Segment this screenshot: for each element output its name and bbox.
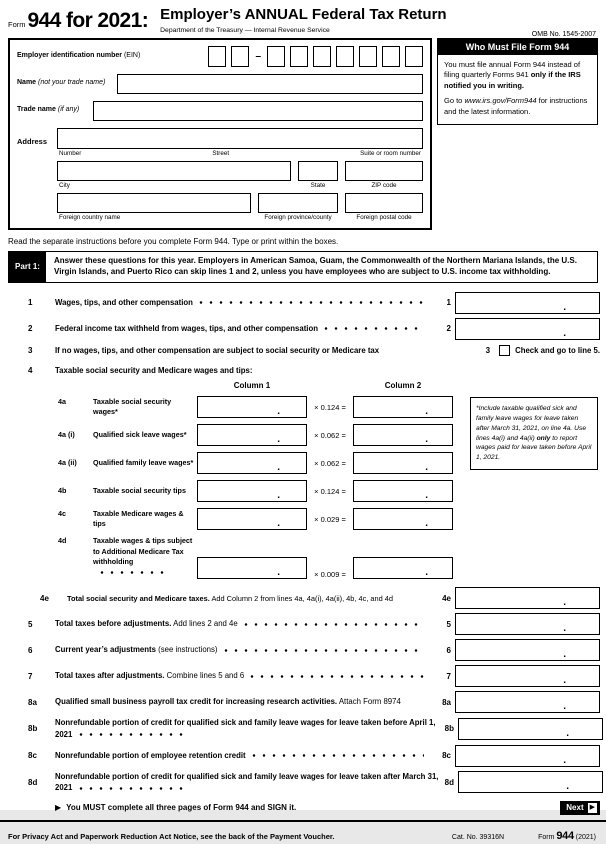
line-4c-col1-input[interactable] [197,508,307,530]
line-6-amount-input[interactable] [455,639,600,661]
line-4e-amount-input[interactable] [455,587,600,609]
part1-heading: Answer these questions for this year. Employers in American Samoa, Guam, the Commonwealth of the Northern Mariana Islands, the U.S. Virgin Islands, and Puerto Rico can skip lines 1 and 2, unless you have employees who are subject to U.S. income tax withholding. [54,255,577,277]
form-word-label: Form [8,20,26,29]
line-box-number: 8a [442,697,451,707]
line-box-number: 8d [444,777,454,787]
line-7-row [0,665,606,687]
line-box-number: 8b [444,724,454,734]
line-8d-row [0,771,606,794]
line-label: Nonrefundable portion of employee retention credit [55,750,246,760]
dot-leader [250,675,424,678]
line-box-number: 1 [446,298,451,308]
line-label: 4a (ii) Qualified family leave wages* [58,458,194,468]
line-8d-amount-input[interactable] [458,771,603,793]
line-box-number: 4e [442,593,451,603]
line-4a-col1-input[interactable] [197,396,307,418]
line-8c-amount-input[interactable] [455,745,600,767]
line-label: 4a (i) Qualified sick leave wages* [58,430,187,440]
irs-url: www.irs.gov/Form944 [464,96,537,105]
next-arrow-icon: ▶ [589,803,595,811]
line-number: 5 [28,619,33,629]
line-4aii-col1-input[interactable] [197,452,307,474]
dot-leader [224,649,425,652]
pointer-arrow-icon: ▶ [55,803,62,813]
dot-leader [252,754,424,757]
line-1-row [0,292,606,314]
line-6-row [0,639,606,661]
line-3-check-label: Check and go to line 5. [515,346,600,356]
part1-banner [8,251,598,283]
dot-leader [244,623,424,626]
line-label: Total taxes after adjustments. Combine lines 5 and 6 [55,671,245,681]
city-input[interactable] [57,161,291,181]
line-8a-amount-input[interactable] [455,691,600,713]
line-7-amount-input[interactable] [455,665,600,687]
dot-leader [79,733,189,736]
dot-leader [79,787,189,790]
line-4d-col1-input[interactable] [197,557,307,579]
foreign-postal-input[interactable] [345,193,423,213]
state-label: State [310,181,326,189]
line-5-amount-input[interactable] [455,613,600,635]
line-label: Current year’s adjustments (see instructions) [55,645,218,655]
agency-subtitle: Department of the Treasury — Internal Revenue Service [160,26,330,34]
line-4b-col1-input[interactable] [197,480,307,502]
multiplier-label: × 0.029 = [314,514,346,524]
line-label: Nonrefundable portion of credit for qualified sick and family leave wages for leave taken before April 1, 2021 [55,718,436,739]
form-header [0,0,606,38]
line-4c-row [0,508,606,530]
line-4-row [0,365,606,377]
ein-digit-box[interactable] [208,46,226,67]
line-4b-col2-input[interactable] [353,480,453,502]
line-label: Taxable social security and Medicare wages and tips: [55,365,253,375]
column-headers [0,381,606,390]
line-4c-col2-input[interactable] [353,508,453,530]
line-label: Total social security and Medicare taxes. Add Column 2 from lines 4a, 4a(i), 4a(ii), 4b, 4c, and 4d [67,593,394,603]
foreign-postal-label: Foreign postal code [356,213,412,221]
line-8b-amount-input[interactable] [458,718,603,740]
foreign-country-input[interactable] [57,193,251,213]
part1-label: Part 1: [9,252,46,282]
address-label: Address [17,136,48,146]
privacy-notice: For Privacy Act and Paperwork Reduction Act Notice, see the back of the Payment Voucher. [8,831,335,841]
multiplier-label: × 0.009 = [314,570,346,580]
multiplier-label: × 0.124 = [314,402,346,412]
line-3-row [0,344,606,358]
line-label: 4c Taxable Medicare wages & tips [58,508,184,529]
line-4aii-col2-input[interactable] [353,452,453,474]
ein-label: Employer identification number (EIN) [17,51,141,59]
line-box-number: 2 [446,324,451,334]
foreign-country-label: Foreign country name [59,213,121,221]
line-box-number: 8c [442,751,451,760]
ein-digit-box[interactable] [313,46,331,67]
dot-leader [100,571,166,574]
line-2-row [0,318,606,340]
line-number: 6 [28,645,33,655]
line-number: 4e [40,593,49,603]
ein-digit-box[interactable] [359,46,377,67]
line-number: 4 [28,366,33,376]
line-label: Wages, tips, and other compensation [55,297,193,307]
zip-input[interactable] [345,161,423,181]
ein-dash: – [255,50,261,62]
line-4a-col2-input[interactable] [353,396,453,418]
column2-header: Column 2 [384,381,422,391]
state-input[interactable] [298,161,338,181]
line-number: 8a [28,697,37,707]
line-8b-row [0,717,606,740]
line-4ai-col1-input[interactable] [197,424,307,446]
line-label: If no wages, tips, and other compensation are subject to social security or Medicare tax [55,345,380,355]
line-number: 2 [28,324,33,334]
line-label: Total taxes before adjustments. Add lines 2 and 4e [55,619,238,629]
line-label: 4d Taxable wages & tips subject to Additional Medicare Tax withholding [0,536,197,579]
line-label: 4b Taxable social security tips [58,486,186,496]
form-footer-id: Form 944 (2021) [538,829,596,842]
line-4d-row [0,536,606,579]
ein-boxes [208,46,423,67]
catalog-number: Cat. No. 39316N [451,833,505,841]
name-input[interactable] [117,74,423,94]
city-label: City [59,181,70,189]
zip-label: ZIP code [371,181,397,189]
trade-name-input[interactable] [93,101,423,121]
line-number: 7 [28,671,33,681]
dot-leader [324,327,424,330]
line-box-number: 5 [446,619,451,629]
who-must-file-title: Who Must File Form 944 [438,39,597,55]
ein-digit-box[interactable] [267,46,285,67]
ein-digit-box[interactable] [405,46,423,67]
page-title: Employer’s ANNUAL Federal Tax Return [160,6,447,23]
multiplier-label: × 0.124 = [314,486,346,496]
line-number: 8d [28,777,38,787]
line-box-number: 7 [446,671,451,681]
line-label: Federal income tax withheld from wages, tips, and other compensation [55,323,318,333]
must-complete-text: You MUST complete all three pages of Form 944 and SIGN it. [66,803,297,813]
line-4b-row [0,480,606,502]
line-label: 4a Taxable social security wages* [58,396,172,417]
ein-digit-box[interactable] [336,46,354,67]
omb-number: OMB No. 1545-2007 [531,31,596,38]
entity-info-box [8,38,432,230]
column1-header: Column 1 [233,381,271,391]
line-5-row [0,613,606,635]
line-number: 1 [28,298,33,308]
next-button[interactable] [560,801,600,815]
line-4a-footnote: *Include taxable qualified sick and family leave wages for leave taken after March 31, 2021, on line 4a. Use lines 4a(i) and 4a(ii) only to report wages paid for leave taken before April 1, 2021. [470,397,598,469]
line-8a-row [0,691,606,713]
line-number: 8b [28,724,38,734]
street-sublabels: Number Street Suite or room number [59,149,421,157]
line-2-amount-input[interactable] [455,318,600,340]
line-box-number: 3 [485,346,491,356]
line-3-checkbox[interactable] [499,345,510,356]
line-number: 8c [28,751,37,760]
ein-digit-box[interactable] [382,46,400,67]
trade-name-label: Trade name (if any) [17,106,80,114]
who-must-file-goto: Go to www.irs.gov/Form944 for instructions and the latest information. [444,96,588,116]
line-8c-row [0,745,606,767]
page-footer [0,822,606,844]
line-4ai-col2-input[interactable] [353,424,453,446]
name-label: Name (not your trade name) [17,79,106,87]
who-must-file-box [437,38,598,126]
street-address-input[interactable] [57,128,423,149]
ein-digit-box[interactable] [290,46,308,67]
foreign-province-input[interactable] [258,193,338,213]
read-instructions-line: Read the separate instructions before you complete Form 944. Type or print within the boxes. [8,236,339,246]
dot-leader [199,301,424,304]
line-4d-col2-input[interactable] [353,557,453,579]
line-label: Qualified small business payroll tax credit for increasing research activities. Attach Form 8974 [55,697,401,707]
line-label: Nonrefundable portion of credit for qualified sick and family leave wages for leave taken after March 31, 2021 [55,771,439,793]
foreign-province-label: Foreign province/county [264,213,332,221]
next-label: Next [566,803,584,813]
multiplier-label: × 0.062 = [314,458,346,468]
line-number: 3 [28,346,33,356]
line-box-number: 6 [446,645,451,655]
form-number-title: 944 for 2021: [27,9,149,32]
line-4e-row [0,587,606,609]
line-1-amount-input[interactable] [455,292,600,314]
who-must-file-paragraph: You must file annual Form 944 instead of filing quarterly Forms 941 only if the IRS notified you in writing. [444,59,581,90]
must-complete-row [0,801,606,815]
ein-digit-box[interactable] [231,46,249,67]
multiplier-label: × 0.062 = [314,430,346,440]
